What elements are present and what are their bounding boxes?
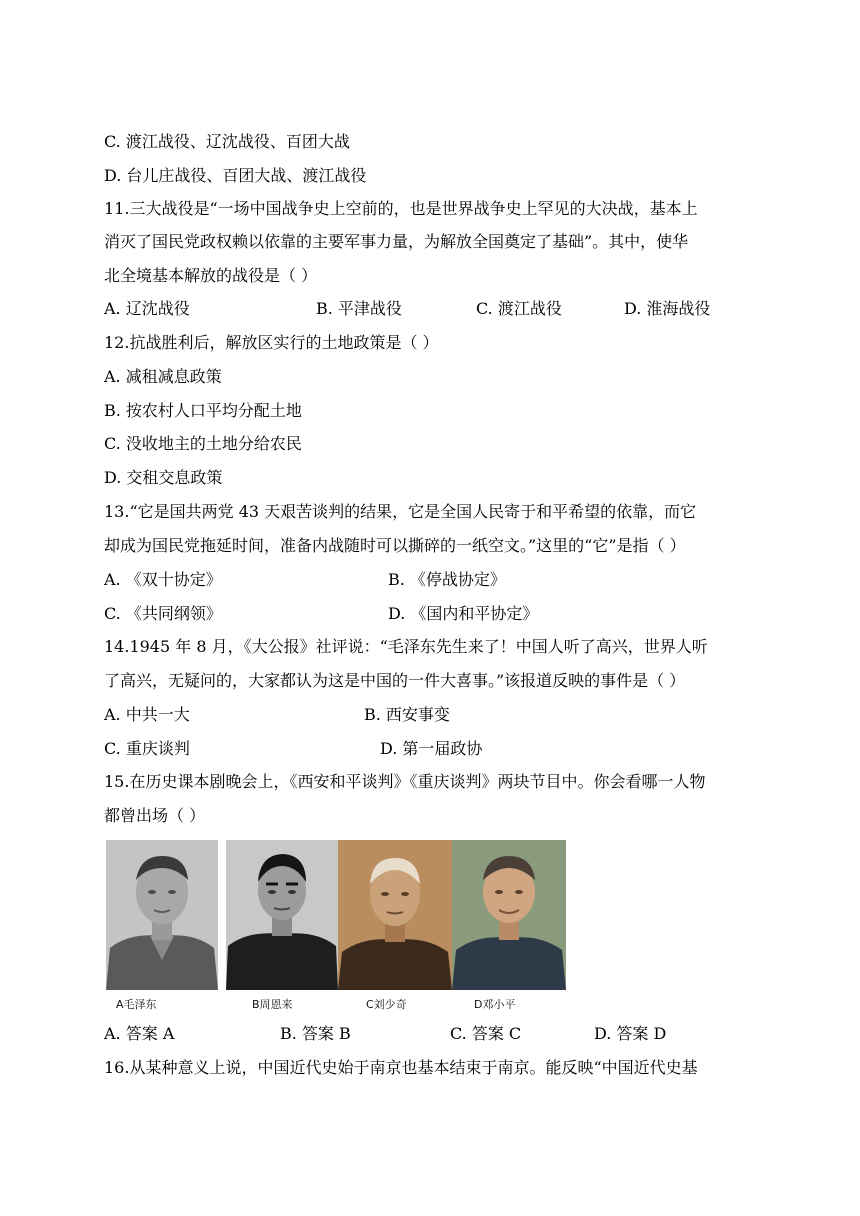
q13-option-a: A. 《双十协定》 (104, 570, 222, 589)
q13-text-line2: 却成为国民党拖延时间，准备内战随时可以撕碎的一纸空文。”这里的“它”是指（ ） (104, 536, 686, 555)
caption-b: B周恩来 (252, 998, 293, 1011)
q14-option-b: B. 西安事变 (364, 705, 450, 724)
q15-text-line1: 15.在历史课本剧晚会上，《西安和平谈判》《重庆谈判》两块节目中。你会看哪一人物 (104, 772, 706, 791)
q12-option-d: D. 交租交息政策 (104, 468, 223, 487)
q14-text-line1: 14.1945 年 8 月，《大公报》社评说：“毛泽东先生来了！中国人听了高兴，世界人听 (104, 637, 708, 656)
q14-text-line2: 了高兴，无疑问的，大家都认为这是中国的一件大喜事。”该报道反映的事件是（ ） (104, 671, 686, 690)
portrait-strip (106, 840, 566, 990)
portrait-c-image (338, 840, 452, 990)
q14-option-a: A. 中共一大 (104, 705, 190, 724)
q10-option-d: D. 台儿庄战役、百团大战、渡江战役 (104, 166, 367, 185)
q13-text-line1: 13.“它是国共两党 43 天艰苦谈判的结果，它是全国人民寄于和平希望的依靠，而它 (104, 502, 697, 521)
caption-d: D邓小平 (474, 998, 516, 1011)
q13-option-c: C. 《共同纲领》 (104, 604, 222, 623)
q12-option-a: A. 减租减息政策 (104, 367, 222, 386)
q11-text-line1: 11.三大战役是“一场中国战争史上空前的，也是世界战争史上罕见的大决战，基本上 (104, 199, 698, 218)
portrait-a-image (106, 840, 218, 990)
portrait-d-image (452, 840, 566, 990)
caption-c: C刘少奇 (366, 998, 407, 1011)
q13-option-b: B. 《停战协定》 (388, 570, 506, 589)
q15-option-b: B. 答案 B (280, 1024, 351, 1043)
q11-option-d: D. 淮海战役 (624, 299, 711, 318)
q15-option-d: D. 答案 D (594, 1024, 667, 1043)
q15-option-a: A. 答案 A (104, 1024, 175, 1043)
q16-text-line1: 16.从某种意义上说，中国近代史始于南京也基本结束于南京。能反映“中国近代史基 (104, 1058, 698, 1077)
q11-text-line2: 消灭了国民党政权赖以依靠的主要军事力量，为解放全国奠定了基础”。其中，使华 (104, 232, 689, 251)
q13-option-d: D. 《国内和平协定》 (388, 604, 539, 623)
portrait-captions (106, 998, 566, 1014)
q11-option-c: C. 渡江战役 (476, 299, 562, 318)
q12-option-c: C. 没收地主的土地分给农民 (104, 434, 302, 453)
q11-option-a: A. 辽沈战役 (104, 299, 190, 318)
q15-text-line2: 都曾出场（ ） (104, 806, 206, 825)
q11-text-line3: 北全境基本解放的战役是（ ） (104, 266, 318, 285)
caption-a: A毛泽东 (116, 998, 157, 1011)
q11-option-b: B. 平津战役 (316, 299, 402, 318)
q10-option-c: C. 渡江战役、辽沈战役、百团大战 (104, 132, 350, 151)
q12-text: 12.抗战胜利后，解放区实行的土地政策是（ ） (104, 333, 439, 352)
q12-option-b: B. 按农村人口平均分配土地 (104, 401, 302, 420)
q15-option-c: C. 答案 C (450, 1024, 522, 1043)
q14-option-d: D. 第一届政协 (380, 739, 483, 758)
portrait-b-image (226, 840, 338, 990)
q14-option-c: C. 重庆谈判 (104, 739, 190, 758)
